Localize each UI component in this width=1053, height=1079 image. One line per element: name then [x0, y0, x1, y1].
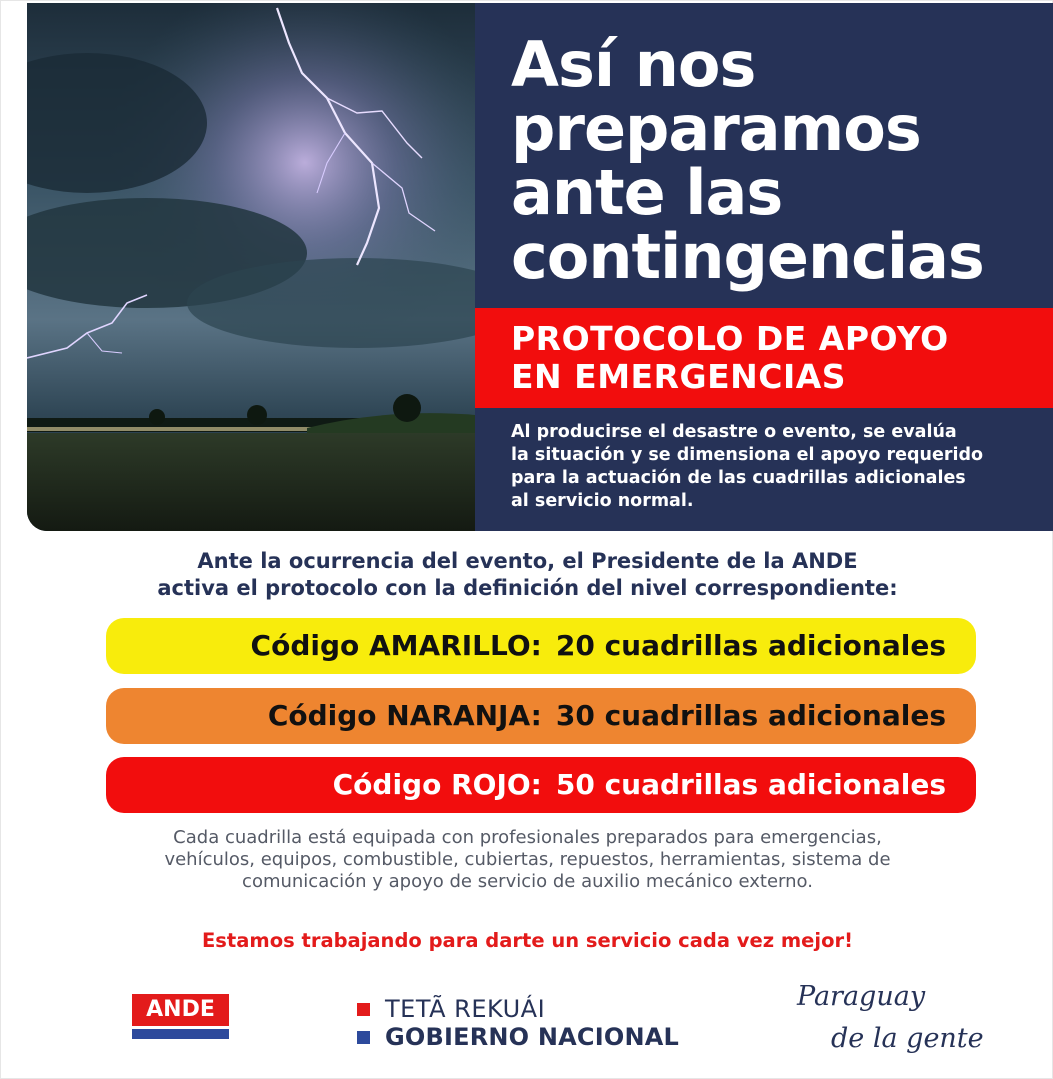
- intro-line: activa el protocolo con la definición del nivel correspondiente:: [157, 576, 898, 600]
- pdlg-line-2: de la gente: [831, 1023, 984, 1054]
- slogan: Estamos trabajando para darte un servicio cada vez mejor!: [201, 929, 853, 952]
- ande-logo-stripe: [132, 1029, 229, 1039]
- code-label: Código AMARILLO:: [250, 629, 542, 662]
- ande-logo: [132, 994, 229, 1039]
- gov-row: [357, 995, 679, 1023]
- hero-section: [27, 3, 1053, 531]
- headline-line: Así nos: [511, 28, 756, 101]
- headline-line: ante las: [511, 156, 783, 229]
- gov-line-2: GOBIERNO NACIONAL: [385, 1023, 680, 1051]
- protocol-title-line: EN EMERGENCIAS: [511, 357, 847, 396]
- headline: [511, 28, 1051, 293]
- blue-square-icon: [357, 1031, 370, 1044]
- code-label: Código ROJO:: [332, 768, 542, 801]
- description-line: para la actuación de las cuadrillas adicionales: [511, 468, 966, 488]
- ande-logo-text: ANDE: [132, 994, 229, 1026]
- pdlg-line-1: Paraguay: [797, 981, 926, 1012]
- storm-photo: [27, 3, 475, 531]
- equipment-line: Cada cuadrilla está equipada con profesionales preparados para emergencias,: [173, 827, 882, 848]
- red-square-icon: [357, 1003, 370, 1016]
- protocol-title-line: PROTOCOLO DE APOYO: [511, 319, 949, 358]
- headline-line: preparamos: [511, 92, 921, 165]
- code-label: Código NARANJA:: [267, 699, 542, 732]
- code-value: 20 cuadrillas adicionales: [555, 629, 946, 662]
- code-value: 50 cuadrillas adicionales: [555, 768, 946, 801]
- code-orange-bar: [106, 688, 976, 744]
- description-line: al servicio normal.: [511, 491, 694, 511]
- equipment-line: comunicación y apoyo de servicio de auxilio mecánico externo.: [242, 871, 813, 892]
- protocol-description: [511, 421, 1041, 513]
- code-yellow-bar: [106, 618, 976, 674]
- code-red-bar: [106, 757, 976, 813]
- protocol-title: [511, 320, 949, 396]
- description-line: la situación y se dimensiona el apoyo requerido: [511, 445, 984, 465]
- code-value: 30 cuadrillas adicionales: [555, 699, 946, 732]
- government-logo: [357, 995, 679, 1051]
- intro-line: Ante la ocurrencia del evento, el Presidente de la ANDE: [197, 549, 858, 573]
- gov-row: [357, 1023, 679, 1051]
- headline-panel: [475, 3, 1053, 531]
- description-line: Al producirse el desastre o evento, se evalúa: [511, 422, 957, 442]
- headline-line: contingencias: [511, 220, 984, 293]
- intro-text: [1, 548, 1053, 602]
- equipment-text: [1, 827, 1053, 893]
- storm-lightning-image: [27, 3, 475, 531]
- equipment-line: vehículos, equipos, combustible, cubiertas, repuestos, herramientas, sistema de: [164, 849, 891, 870]
- gov-line-1: TETÃ REKUÁI: [385, 995, 546, 1023]
- protocol-banner: [475, 308, 1053, 408]
